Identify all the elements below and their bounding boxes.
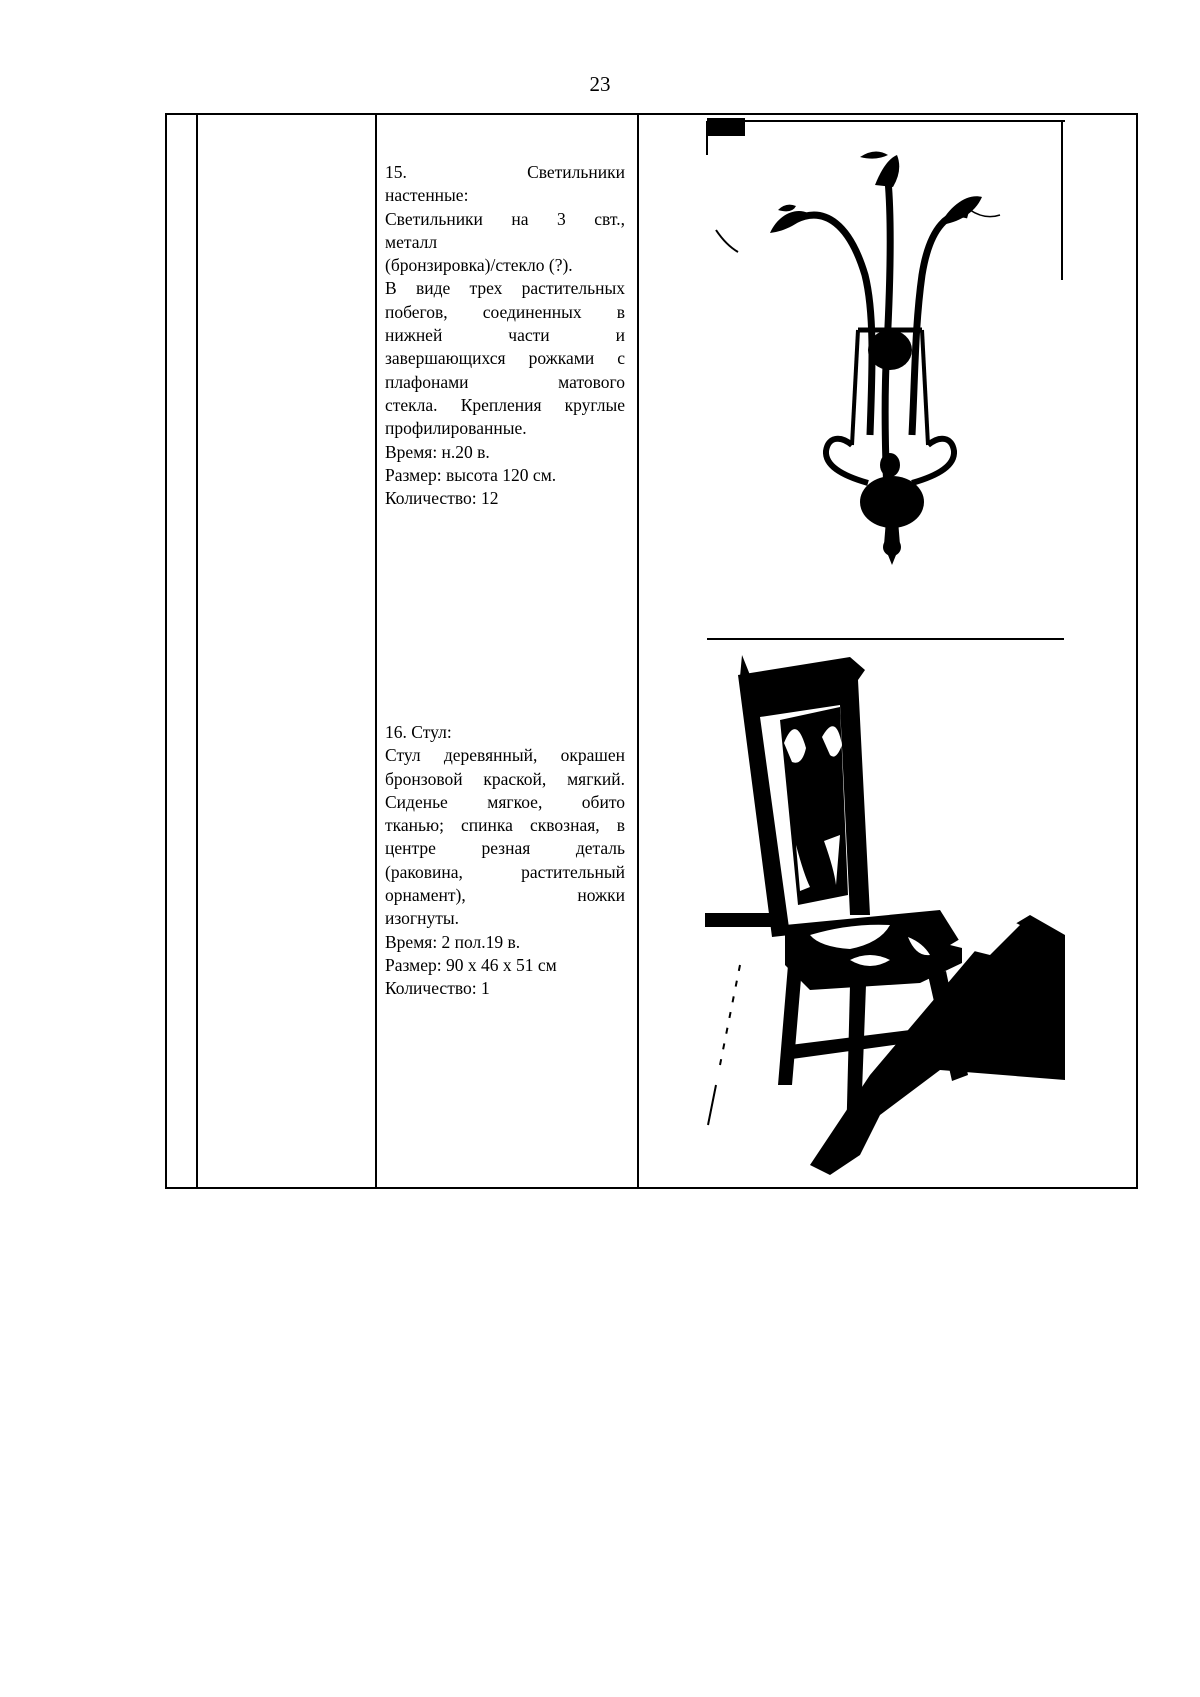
description-word: растительных <box>521 278 625 299</box>
description-word: матового <box>558 371 625 392</box>
photo-separator <box>707 638 1064 640</box>
description-line <box>385 254 625 277</box>
description-line <box>385 184 625 207</box>
description-line <box>385 324 625 347</box>
description-word: профилированные. <box>385 418 527 439</box>
description-line <box>385 277 625 300</box>
description-line <box>385 347 625 370</box>
description-word: (раковина, <box>385 861 463 882</box>
description-word: нижней <box>385 325 443 346</box>
description-line <box>385 301 625 324</box>
description-line <box>385 464 625 487</box>
description-line <box>385 487 625 510</box>
description-word: рожками <box>528 348 595 369</box>
description-word: орнамент), <box>385 885 466 906</box>
description-word: Время: н.20 в. <box>385 441 490 462</box>
description-word: 15. <box>385 162 407 182</box>
description-word: Стул <box>385 745 421 766</box>
description-word: побегов, <box>385 301 448 322</box>
description-line <box>385 744 625 767</box>
description-word: резная <box>481 838 531 859</box>
description-word: части <box>508 325 550 346</box>
description-line <box>385 791 625 814</box>
description-word: мягкое, <box>487 791 543 812</box>
description-word: в <box>616 815 625 836</box>
description-word: бронзовой <box>385 768 463 789</box>
description-word: соединенных <box>482 301 582 322</box>
description-word: растительный <box>521 861 625 882</box>
page-number: 23 <box>589 72 611 96</box>
description-word: виде <box>415 278 451 299</box>
description-line <box>385 161 625 184</box>
description-line <box>385 814 625 837</box>
description-word: Количество: 12 <box>385 488 499 509</box>
description-line <box>385 417 625 440</box>
description-line <box>385 231 625 254</box>
description-line <box>385 768 625 791</box>
description-word: ножки <box>577 885 625 906</box>
description-word: обито <box>581 791 625 812</box>
description-line <box>385 931 625 954</box>
description-word: в <box>616 301 625 322</box>
description-word: изогнуты. <box>385 908 459 929</box>
description-word: (бронзировка)/стекло (?). <box>385 255 573 276</box>
description-word: на <box>511 208 529 229</box>
description-word: спинка <box>461 815 513 836</box>
description-word: с <box>617 348 625 369</box>
description-line <box>385 208 625 231</box>
description-word: настенные: <box>385 185 469 206</box>
description-word: В <box>385 278 397 299</box>
description-line <box>385 721 625 744</box>
description-word: Время: 2 пол.19 в. <box>385 931 521 952</box>
description-word: окрашен <box>560 745 625 766</box>
description-line <box>385 371 625 394</box>
description-word: краской, <box>483 768 547 789</box>
description-word: Размер: высота 120 см. <box>385 464 557 485</box>
description-line <box>385 837 625 860</box>
description-line <box>385 884 625 907</box>
description-word: стекла. <box>385 394 438 415</box>
description-word: Сиденье <box>385 791 448 812</box>
description-word: металл <box>385 231 438 252</box>
description-word: и <box>615 325 625 346</box>
description-line <box>385 861 625 884</box>
description-word: центре <box>385 838 436 859</box>
description-word: сквозная, <box>530 815 600 836</box>
description-word: плафонами <box>385 371 469 392</box>
description-word: Светильники <box>527 162 625 182</box>
column-divider <box>637 115 639 1187</box>
description-word: Размер: 90 х 46 х 51 см <box>385 954 557 975</box>
description-line <box>385 441 625 464</box>
description-word: трех <box>469 278 503 299</box>
chair-icon <box>705 655 1065 1175</box>
item-16-description <box>385 721 625 1001</box>
column-divider <box>375 115 377 1187</box>
item-15-description <box>385 161 625 510</box>
description-word: Светильники <box>385 208 483 229</box>
description-word: тканью; <box>385 815 444 836</box>
wall-sconce-icon <box>707 118 1065 565</box>
description-line <box>385 394 625 417</box>
description-word: 16. Стул: <box>385 722 452 742</box>
description-word: мягкий. <box>567 768 625 789</box>
description-word: завершающихся <box>385 348 506 369</box>
chair-photo <box>700 645 1070 1175</box>
wall-sconce-photo <box>700 115 1070 595</box>
description-line <box>385 954 625 977</box>
description-word: круглые <box>564 394 625 415</box>
column-divider <box>196 115 198 1187</box>
description-word: деревянный, <box>443 745 538 766</box>
description-word: деталь <box>575 838 625 859</box>
description-word: Крепления <box>460 394 542 415</box>
description-word: Количество: 1 <box>385 978 490 999</box>
description-line <box>385 977 625 1000</box>
description-word: свт., <box>594 208 625 229</box>
description-line <box>385 907 625 930</box>
description-word: 3 <box>557 208 566 229</box>
